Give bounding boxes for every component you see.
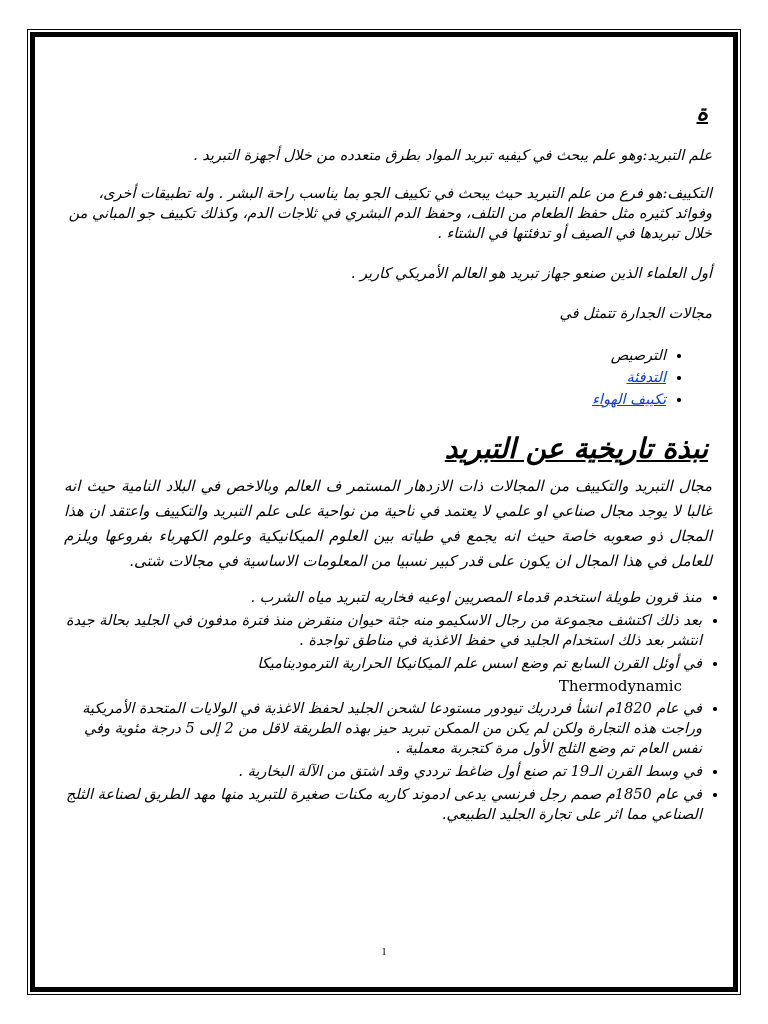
intro-paragraph-first-inventor: أول العلماء الذين صنعو جهاز تبريد هو العالم الأمريكي كارير . — [350, 266, 712, 282]
history-item: • منذ قرون طويلة استخدم قدماء المصريين اوعيه فخاريه لتبريد مياه الشرب . — [58, 588, 702, 608]
field-item-air-conditioning[interactable] — [58, 390, 666, 410]
intro-paragraph-refrigeration: علم التبريد:وهو علم يبحث في كيفيه تبريد المواد بطرق متعدده من خلال أجهزة التبريد . — [193, 148, 712, 164]
history-list — [58, 588, 712, 825]
english-term: Thermodynamic — [558, 677, 682, 695]
history-item: • في وسط القرن الـ19 تم صنع أول ضاغط ترددي وقد اشتق من الآلة البخارية . — [58, 762, 702, 782]
history-paragraph: مجال التبريد والتكييف من المجالات ذات الازدهار المستمر ف العالم وبالاخص في البلاد النامية حيث انه غالبا لا يوجد مجال صناعي او علمي لا يعتمد في ناحية من نواحية على علم التبريد والتكييف واعتقد ان هذا المجال ذو صعوبه خاصة حيث انه يجمع في طياته بين العلوم الميكانيكية وعلوم الكهرباء بفروعها ويلزم للعامل في هذا المجال ان يكون على قدر كبير نسبيا من المعلومات الاساسية في مجالات شتى. — [64, 477, 712, 570]
field-item-heating[interactable] — [58, 368, 666, 388]
intro-paragraph-air-conditioning: التكييف:هو فرع من علم التبريد حيث يبحث في تكييف الجو بما يناسب راحة البشر . وله تطبيقات أخرى، وفوائد كثيره مثل حفظ الطعام من التلف، وحفظ الدم البشري في ثلاجات الدم، وكذلك تكييف جو المباني من خلال تبريدها في الصيف أو تدفئتها في الشتاء . — [68, 186, 712, 242]
fields-list — [58, 346, 712, 410]
intro-paragraph-fields: مجالات الجدارة تتمثل في — [559, 306, 712, 322]
heading-letter: ة — [696, 100, 708, 126]
field-link-air-conditioning[interactable]: تكييف الهواء — [592, 392, 666, 408]
history-item: • في أوئل القرن السابع تم وضع اسس علم الميكانيكا الحرارية الترموديناميكا Thermodynamic — [58, 654, 702, 696]
page-number: 1 — [381, 946, 387, 958]
field-link-heating[interactable]: التدفئة — [626, 370, 666, 386]
history-item: • بعد ذلك اكتشف مجموعة من رجال الاسكيمو منه جثة حيوان منقرض منذ فترة مدفون في الجليد بحالة جيدة انتشر بعد ذلك استخدام الجليد في حفظ الاغذية في مناطق تواجدة . — [58, 611, 702, 651]
history-item: • في عام 1850م صمم رجل فرنسي يدعى ادموند كاريه مكنات صغيرة للتبريد منها مهد الطريق لصناعة الثلج الصناعي مما اثر على تجارة الجليد الطبيعي. — [58, 785, 702, 825]
section-title: نبذة تاريخية عن التبريد — [444, 432, 708, 465]
field-item-plumbing: • الترصيص — [58, 346, 666, 366]
document-page — [58, 100, 712, 828]
history-item: • في عام 1820م انشأ فردريك تيودور مستودعا لشحن الجليد لحفظ الاغذية في الولايات المتحدة الأمريكية وراجت هذه التجارة ولكن لم يكن من الممكن تبريد حيز بهذه الطريقة لاقل من 2 إلى 5 درجة مئوية وفي نفس العام تم وضع الثلج الأول مرة كتجربة معملية . — [58, 699, 702, 759]
